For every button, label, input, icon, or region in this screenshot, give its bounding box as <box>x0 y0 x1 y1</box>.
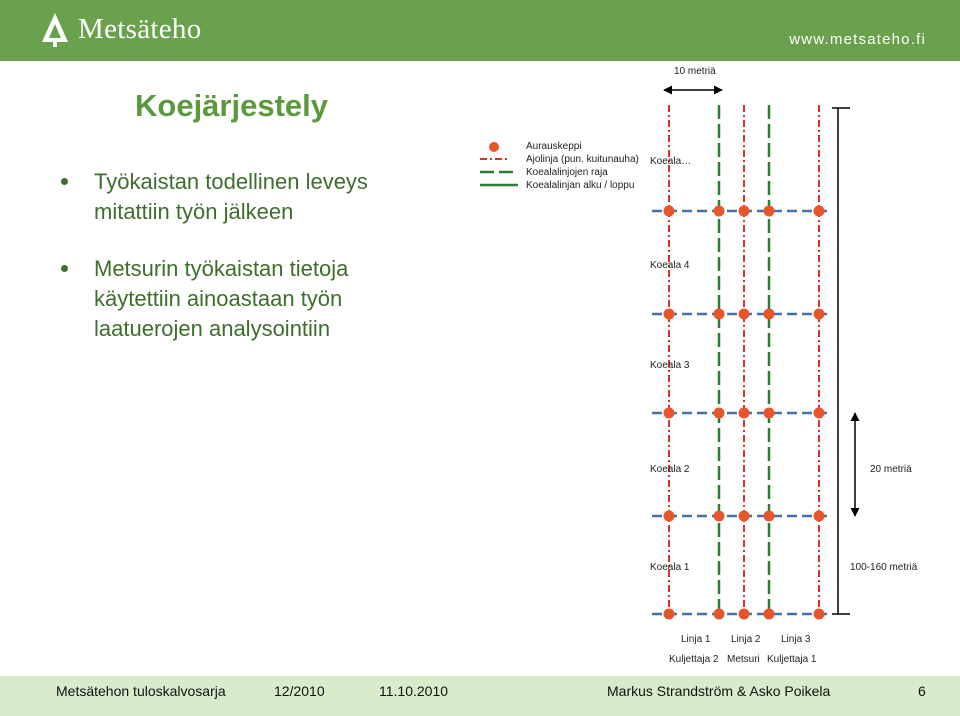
stake-dot-icon <box>714 408 725 419</box>
plot-length-label: 20 metriä <box>870 464 912 475</box>
footer-date: 11.10.2010 <box>379 683 449 699</box>
footer-authors: Markus Strandström & Asko Poikela <box>607 683 831 699</box>
stake-dot-icon <box>764 309 775 320</box>
stake-dot-icon <box>814 206 825 217</box>
legend-label: Koealalinjojen raja <box>526 167 608 178</box>
bullet-text-1: Työkaistan todellinen leveys mitattiin työn jälkeen <box>94 169 368 224</box>
stake-dot-icon <box>664 408 675 419</box>
worker-label: Kuljettaja 2 <box>669 654 719 665</box>
footer-page-number: 6 <box>918 683 926 699</box>
stake-dot-icon <box>764 511 775 522</box>
stake-dot-icon <box>814 408 825 419</box>
stake-dot-icon <box>664 206 675 217</box>
stake-dot-icon <box>664 511 675 522</box>
stake-dot-icon <box>814 309 825 320</box>
stake-dot-icon <box>739 511 750 522</box>
line-label: Linja 2 <box>731 634 761 645</box>
plot-label: Koeala 3 <box>650 360 690 371</box>
stake-dot-icon <box>714 309 725 320</box>
legend-label: Koealalinjan alku / loppu <box>526 180 635 191</box>
stake-dot-icon <box>814 609 825 620</box>
footer-series: Metsätehon tuloskalvosarja <box>56 683 226 699</box>
bullet-text-2: Metsurin työkaistan tietoja käytettiin ainoastaan työn laatuerojen analysointiin <box>94 256 349 341</box>
vertical-lines <box>669 105 819 612</box>
worker-label: Metsuri <box>727 654 760 665</box>
plot-label: Koeala 1 <box>650 562 690 573</box>
legend-label: Aurauskeppi <box>526 141 582 152</box>
stake-dot-icon <box>714 609 725 620</box>
stake-dot-icon <box>764 206 775 217</box>
legend-label: Ajolinja (pun. kuitunauha) <box>526 154 639 165</box>
line-label: Linja 1 <box>681 634 711 645</box>
website-url: www.metsateho.fi <box>789 31 926 48</box>
stake-dot-icon <box>664 609 675 620</box>
plot-label: Koeala 4 <box>650 260 690 271</box>
stake-dot-icon <box>714 206 725 217</box>
stake-dot-icon <box>739 609 750 620</box>
slide-title: Koejärjestely <box>135 88 328 123</box>
stake-dot-icon <box>764 609 775 620</box>
stake-dot-icon <box>739 408 750 419</box>
plot-label: Koeala… <box>650 156 692 167</box>
stake-dot-icon <box>739 206 750 217</box>
stake-dot-icon <box>764 408 775 419</box>
top-width-label: 10 metriä <box>674 66 716 77</box>
stake-dot-icon <box>664 309 675 320</box>
stake-dot-icon <box>814 511 825 522</box>
total-length-label: 100-160 metriä <box>850 562 918 573</box>
plot-label: Koeala 2 <box>650 464 690 475</box>
stake-dot-icon <box>714 511 725 522</box>
footer-number: 12/2010 <box>274 683 325 699</box>
stake-dot-icon <box>739 309 750 320</box>
brand-name: Metsäteho <box>78 13 202 45</box>
line-label: Linja 3 <box>781 634 811 645</box>
worker-label: Kuljettaja 1 <box>767 654 817 665</box>
legend-dot-icon <box>489 142 499 152</box>
